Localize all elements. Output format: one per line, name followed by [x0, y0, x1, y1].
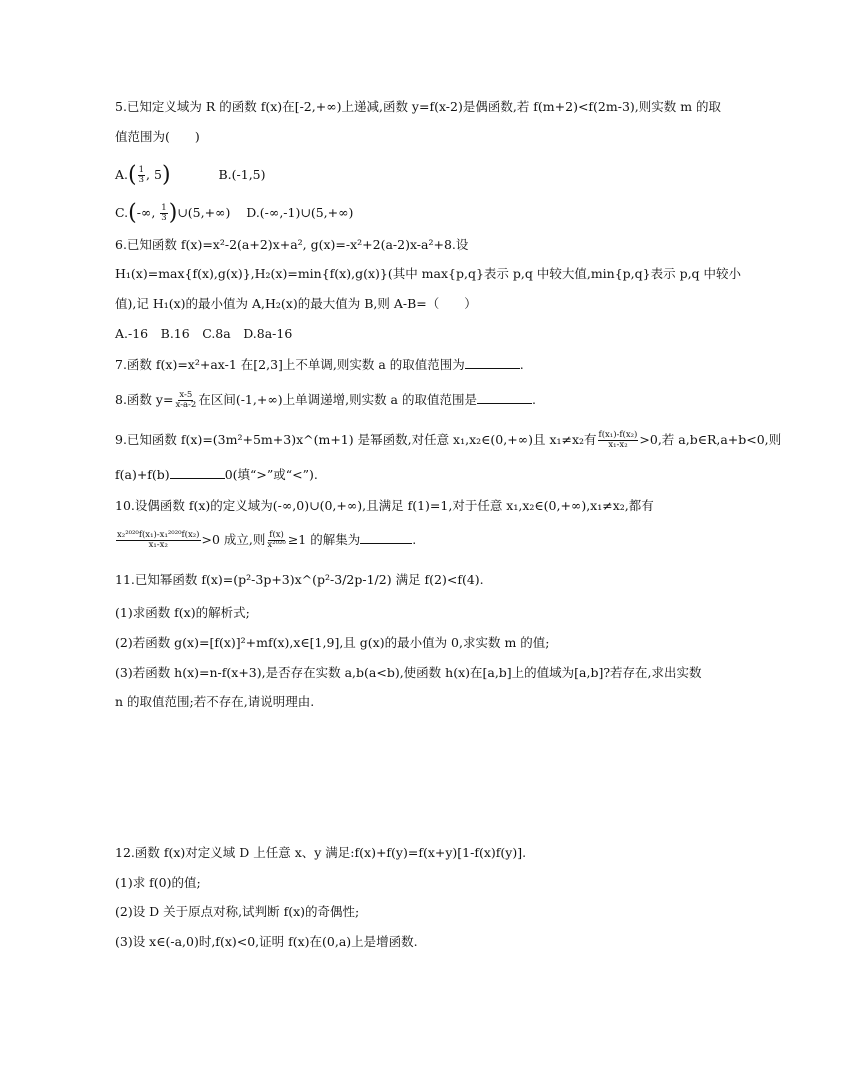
- q8-head: 8.函数 y=: [115, 392, 174, 407]
- q5-option-a-tail: , 5: [146, 167, 162, 182]
- q8-answer-blank: [477, 391, 532, 404]
- q10-end: .: [412, 532, 417, 547]
- q7-stem: [115, 356, 524, 374]
- q9-answer-blank: [170, 466, 225, 479]
- q8-fraction: $\frac{x-5}{x-a-2}$: [175, 390, 197, 410]
- q5-option-c-fraction: $\frac{1}{3}$: [161, 203, 167, 223]
- q9-tail: >0,若 a,b∈R,a+b<0,则: [639, 432, 782, 447]
- q10-mid: >0 成立,则: [201, 532, 266, 547]
- q10-fraction-2: $\frac{f(x)}{\text{x²⁰²⁰}}$: [267, 530, 286, 550]
- q7-text: 7.函数 f(x)=x²+ax-1 在[2,3]上不单调,则实数 a 的取值范围为: [115, 357, 465, 372]
- q11-part3-line2: n 的取值范围;若不存在,请说明理由.: [115, 694, 315, 709]
- q9-fraction: $\frac{\text{f(x₁)-f(x₂)}}{\text{x₁-x₂}}$: [598, 430, 638, 450]
- q7-end: .: [519, 357, 524, 372]
- q11-stem: 11.已知幂函数 f(x)=(p²-3p+3)x^(p²-3/2p-1/2) 满足 f(2)<f(4).: [115, 572, 484, 587]
- q11-part3-line1: (3)若函数 h(x)=n-f(x+3),是否存在实数 a,b(a<b),使函数 h(x)在[a,b]上的值域为[a,b]?若存在,求出实数: [115, 665, 702, 680]
- q5-option-a-fraction: $\frac{1}{3}$: [138, 165, 145, 185]
- q6-stem-line2: H₁(x)=max{f(x),g(x)},H₂(x)=min{f(x),g(x)}(其中 max{p,q}表示 p,q 中较大值,min{p,q}表示 p,q 中较小: [115, 266, 742, 281]
- q10-answer-blank: [360, 531, 412, 544]
- q10-fraction: $\frac{\text{x₂²⁰²⁰f(x₁)-x₁²⁰²⁰f(x₂)}}{\text{x₁-x₂}}$: [117, 530, 200, 550]
- q7-answer-blank: [465, 356, 520, 369]
- q8-tail: 在区间(-1,+∞)上单调递增,则实数 a 的取值范围是: [198, 392, 477, 407]
- q5-option-c-label: C.: [115, 205, 129, 220]
- q5-option-a-label: A.: [115, 167, 129, 182]
- q12-part3: (3)设 x∈(-a,0)时,f(x)<0,证明 f(x)在(0,a)上是增函数.: [115, 934, 418, 949]
- q5-option-c-head: -∞,: [136, 205, 160, 220]
- q5-stem-line2: 值范围为( ): [115, 129, 200, 144]
- q9-stem-line2: [115, 466, 318, 484]
- q9-stem-line1: [115, 431, 781, 450]
- q12-part2: (2)设 D 关于原点对称,试判断 f(x)的奇偶性;: [115, 904, 360, 919]
- q9-line2-tail: 0(填“>”或“<”).: [224, 467, 318, 482]
- q5-options-cd: C.(-∞, $\frac{1}{3}$ )∪(5,+∞) D.(-∞,-1)∪(5,+∞): [115, 200, 354, 226]
- q12-part1: (1)求 f(0)的值;: [115, 875, 201, 890]
- q5-options-ab: A.( $\frac{1}{3}$ , 5) B.(-1,5): [115, 162, 266, 188]
- q10-stem-line1: 10.设偶函数 f(x)的定义域为(-∞,0)∪(0,+∞),且满足 f(1)=1,对于任意 x₁,x₂∈(0,+∞),x₁≠x₂,都有: [115, 498, 654, 513]
- q8-end: .: [531, 392, 536, 407]
- q5-stem-line1: 5.已知定义域为 R 的函数 f(x)在[-2,+∞)上递减,函数 y=f(x-2)是偶函数,若 f(m+2)<f(2m-3),则实数 m 的取: [115, 99, 722, 114]
- q12-stem: 12.函数 f(x)对定义域 D 上任意 x、y 满足:f(x)+f(y)=f(x+y)[1-f(x)f(y)].: [115, 845, 527, 860]
- q5-option-b: B.(-1,5): [218, 167, 266, 182]
- q6-options: A.-16 B.16 C.8a D.8a-16: [115, 326, 293, 341]
- q5-option-c-tail: ∪(5,+∞): [177, 205, 231, 220]
- q6-stem-line1: 6.已知函数 f(x)=x²-2(a+2)x+a², g(x)=-x²+2(a-2)x-a²+8.设: [115, 237, 469, 252]
- q11-part1: (1)求函数 f(x)的解析式;: [115, 605, 250, 620]
- q10-stem-line2: [115, 531, 416, 550]
- q10-tail: ≥1 的解集为: [287, 532, 361, 547]
- q6-stem-line3: 值),记 H₁(x)的最小值为 A,H₂(x)的最大值为 B,则 A-B=（ ）: [115, 296, 477, 311]
- q5-option-d: D.(-∞,-1)∪(5,+∞): [246, 205, 354, 220]
- q8-stem: [115, 391, 536, 410]
- q11-part2: (2)若函数 g(x)=[f(x)]²+mf(x),x∈[1,9],且 g(x)的最小值为 0,求实数 m 的值;: [115, 635, 550, 650]
- q9-head: 9.已知函数 f(x)=(3m²+5m+3)x^(m+1) 是幂函数,对任意 x₁,x₂∈(0,+∞)且 x₁≠x₂有: [115, 432, 597, 447]
- q9-line2-head: f(a)+f(b): [115, 467, 170, 482]
